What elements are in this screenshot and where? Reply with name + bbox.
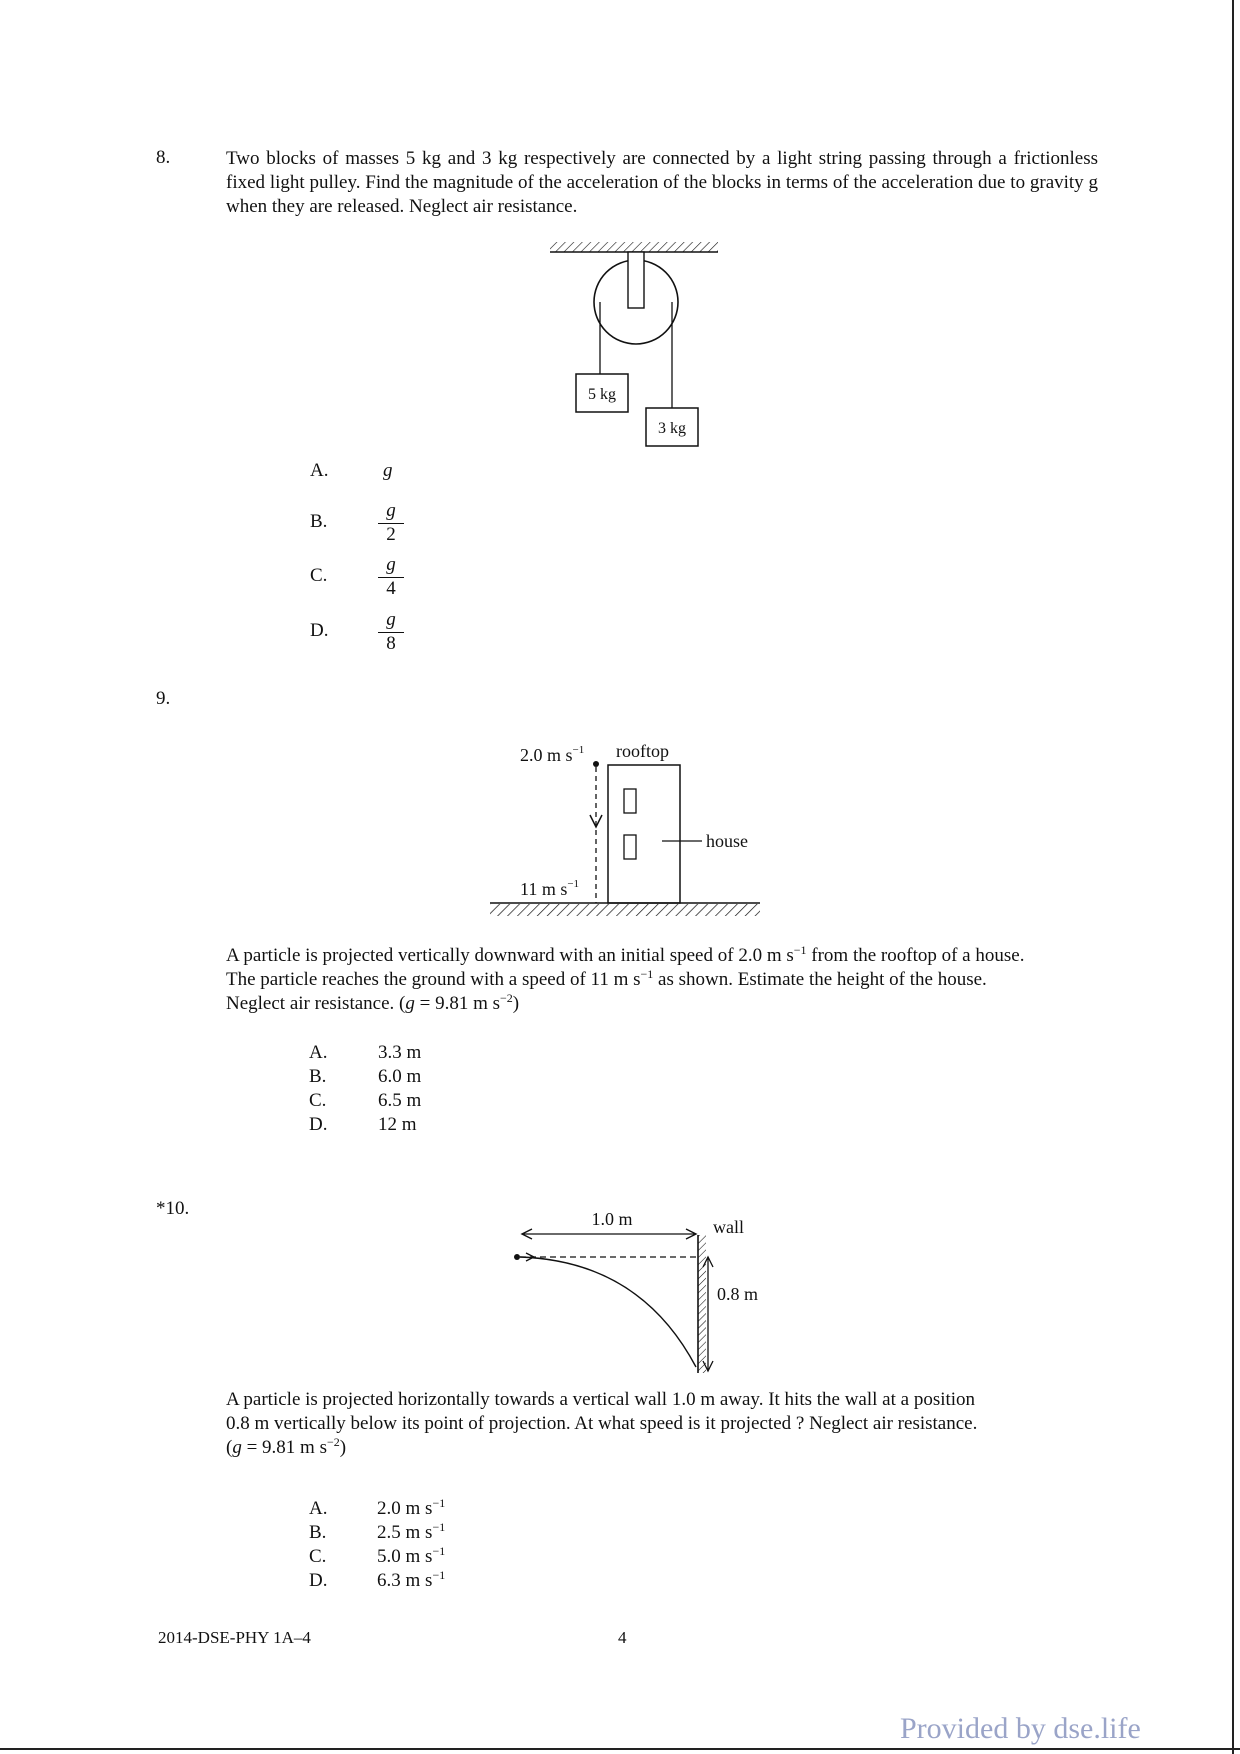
q10-exp: −2 [326,1435,340,1449]
q9-text-line3b: = 9.81 m s [414,993,500,1014]
q9-exp-2: −1 [640,967,654,981]
mass-5kg-label: 5 kg [588,386,616,403]
question-8-number: 8. [156,147,171,168]
q8-option-c-numerator: g [378,554,404,578]
page-edge-bottom [0,1748,1240,1750]
house-label: house [706,831,748,851]
q8-option-c-fraction [378,554,404,600]
q8-option-d-denominator: 8 [386,633,396,654]
q8-option-d-letter: D. [310,620,329,641]
footer-paper-code: 2014-DSE-PHY 1A–4 [158,1628,311,1647]
q9-exp-3: −2 [500,991,513,1005]
q9-option-b-value: 6.0 m [378,1066,422,1087]
q10-option-a-letter: A. [309,1498,328,1519]
q9-option-c-letter: C. [309,1090,327,1111]
pulley-diagram [550,240,750,460]
q8-option-a-letter: A. [310,460,329,481]
wall-hatch [698,1235,706,1373]
q8-option-c-letter: C. [310,565,328,586]
q9-text-line1a: A particle is projected vertically downward with an initial speed of 2.0 m s [226,945,794,966]
q8-option-b-letter: B. [310,511,328,532]
q9-g-symbol: g [405,993,415,1014]
q8-option-b-fraction [378,500,404,546]
footer-page-number: 4 [618,1628,627,1647]
q10-g-symbol: g [232,1437,242,1458]
q9-option-d-letter: D. [309,1114,328,1135]
house-body [608,765,680,903]
q9-text-line2a: The particle reaches the ground with a speed of 11 m s [226,969,641,990]
projection-point [514,1254,520,1260]
house-diagram [490,735,790,925]
final-speed-label: 11 m $s^{-1}$ [520,878,580,899]
q9-option-b-letter: B. [309,1066,327,1087]
q10-text-line1: A particle is projected horizontally towards a vertical wall 1.0 m away. It hits the wall at a position [226,1389,976,1410]
q8-option-d-fraction [378,609,404,655]
q9-text-line3c: ) [512,993,520,1014]
q8-option-b-denominator: 2 [386,524,396,545]
q10-option-c-letter: C. [309,1546,327,1567]
q9-text-line3a: Neglect air resistance. ( [226,993,406,1014]
q10-option-b-value: 2.5 m $s^{-1}$ [377,1520,446,1543]
watermark: Provided by dse.life [900,1712,1141,1745]
ceiling-hatch [550,242,718,252]
q8-option-b-numerator: g [378,500,404,524]
question-9-text [226,944,1098,1016]
q9-text-line2b: as shown. Estimate the height of the house. [653,969,987,990]
q9-option-a-letter: A. [309,1042,328,1063]
q10-option-c-value: 5.0 m $s^{-1}$ [377,1544,446,1567]
q10-text-line3a: ( [226,1437,233,1458]
rooftop-label: rooftop [616,741,669,761]
house-window-bottom [624,835,636,859]
initial-speed-label: 2.0 m $s^{-1}$ [520,744,585,765]
q10-option-d-value: 6.3 m $s^{-1}$ [377,1568,446,1591]
mass-3kg-label: 3 kg [658,420,686,437]
question-10-text [226,1388,1098,1460]
q9-option-a-value: 3.3 m [378,1042,422,1063]
wall-label: wall [713,1217,744,1237]
q10-option-a-value: 2.0 m $s^{-1}$ [377,1496,446,1519]
pulley-mount [628,252,644,308]
q9-exp-1: −1 [793,943,807,957]
distance-label: 1.0 m [591,1209,633,1229]
q10-text-line2: 0.8 m vertically below its point of projection. At what speed is it projected ? Neglect air resistance. [226,1413,978,1434]
q8-option-d-numerator: g [378,609,404,633]
q9-option-d-value: 12 m [378,1114,417,1135]
q10-option-d-letter: D. [309,1570,328,1591]
q9-option-c-value: 6.5 m [378,1090,422,1111]
ground-hatch [490,904,760,916]
drop-label: 0.8 m [717,1284,759,1304]
q10-option-b-letter: B. [309,1522,327,1543]
q8-option-c-denominator: 4 [386,578,396,599]
trajectory-curve [520,1257,696,1367]
q10-text-line3b: = 9.81 m s [241,1437,327,1458]
particle-dot [593,761,599,767]
projectile-diagram [510,1205,770,1375]
q9-text-line1b: from the rooftop of a house. [806,945,1025,966]
page-edge-right [1232,0,1234,1754]
q10-text-line3c: ) [339,1437,347,1458]
question-8-text: Two blocks of masses 5 kg and 3 kg respectively are connected by a light string passing through a frictionless fixed light pulley. Find the magnitude of the acceleration of the blocks in terms of the acceleration due to gravity g when they are released. Neglect air resistance. [226,148,1098,217]
question-10-number: *10. [156,1198,190,1219]
house-window-top [624,789,636,813]
q8-option-a-value: g [383,460,393,481]
question-9-number: 9. [156,688,171,709]
